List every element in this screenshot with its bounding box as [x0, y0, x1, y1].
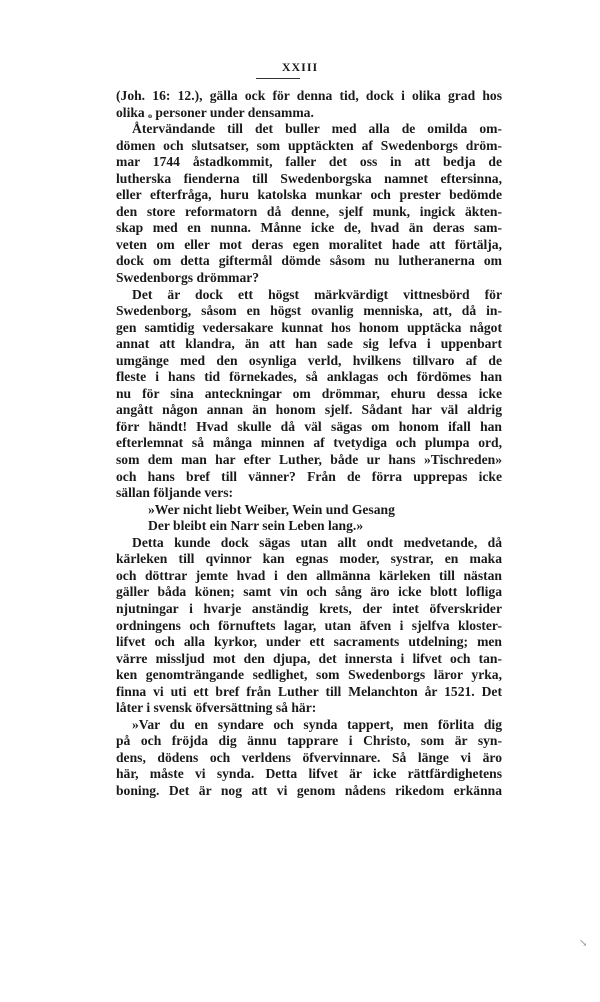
text-line: sällan följande vers:	[116, 485, 234, 501]
text-line: här, måste vi synda. Detta lifvet är icke rättfärdighetens	[116, 766, 502, 782]
text-line: Det är dock ett högst märkvärdigt vittnesbörd för	[132, 286, 502, 302]
page-number: XXIII	[281, 60, 319, 74]
text-line: Återvändande till det buller med alla de omilda om-	[132, 121, 502, 137]
verse-line: »Wer nicht liebt Weiber, Wein und Gesang	[148, 501, 395, 517]
text-line: dens, dödens och verldens öfvervinnare. Så länge vi äro	[116, 749, 502, 765]
text-line: lutherska fienderna till Swedenborgska namnet eftersinna,	[116, 170, 502, 186]
text-line: gäller båda könen; samt vin och sång äro icke blott lofliga	[116, 584, 502, 600]
text-line: dömen och slutsatser, som upptäckten af Swedenborgs dröm-	[116, 137, 502, 153]
verse-line: Der bleibt ein Narr sein Leben lang.»	[148, 518, 364, 534]
text-line: njutningar i hvarje anständig krets, der intet öfverskrider	[116, 600, 502, 616]
text-line: värre missljud mot den djupa, det innersta i lifvet och tan-	[116, 650, 502, 666]
body-text	[116, 88, 502, 800]
text-line: eller efterfråga, huru katolska munkar och prester bedömde	[116, 187, 502, 203]
scan-speck: ↘	[579, 938, 588, 949]
text-line: och döttrar jemte hvad i den allmänna kärleken till nästan	[116, 567, 502, 583]
text-line: kärleken till qvinnor kan egnas moder, systrar, en maka	[116, 551, 502, 567]
text-line: Swedenborgs drömmar?	[116, 270, 260, 286]
text-line: och hans bref till vänner? Från de förra upprepas icke	[116, 468, 502, 484]
text-line: ken genomträngande sedlighet, som Swedenborgs läror yrka,	[116, 667, 502, 683]
text-line: gen samtidig vedersakare kunnat hos honom upptäcka något	[116, 319, 502, 335]
text-line: annat att klandra, än att han sade sig lefva i uppenbart	[116, 336, 502, 352]
text-line: mar 1744 åstadkommit, faller det oss in att bedja de	[116, 154, 502, 170]
text-line: nu för sina anteckningar om drömmar, ehuru dessa icke	[116, 385, 502, 401]
text-line: finna vi uti ett bref från Luther till Melanchton år 1521. Det	[116, 683, 502, 699]
text-line: angått någon annan än honom sjelf. Sådant har väl aldrig	[116, 402, 502, 418]
text-line: efterlemnat så många minnen af tvetydiga och plumpa ord,	[116, 435, 502, 451]
header-rule	[256, 78, 300, 79]
text-line: veten om eller mot deras egen moralitet hade att förtälja,	[116, 236, 502, 252]
text-line: den store reformatorn då denne, sjelf munk, ingick äkten-	[116, 203, 502, 219]
text-line: dock om detta giftermål dömde såsom nu lutheranerna om	[116, 253, 502, 269]
text-line: förr händt! Hvad skulle då väl sägas om honom ifall han	[116, 418, 502, 434]
text-line: (Joh. 16: 12.), gälla ock för denna tid, dock i olika grad hos	[116, 88, 502, 103]
text-line: på och fröjda dig ännu tapprare i Christo, som är syn-	[116, 733, 502, 749]
text-line: skap med en nunna. Månne icke de, hvad än deras sam-	[116, 220, 502, 236]
text-line: umgänge med den osynliga verld, hvilkens tillvaro af de	[116, 352, 502, 368]
text-line: Swedenborg, såsom en högst ovanlig menniska, att, då in-	[116, 303, 502, 319]
text-line: Detta kunde dock sägas utan allt ondt medvetande, då	[132, 534, 502, 550]
text-line: fleste i hans tid förnekades, så anklagas och fördömes han	[116, 369, 502, 385]
text-line: ordningens och förnuftets lagar, utan äfven i sjelfva kloster-	[116, 617, 502, 633]
text-line: olika ₒ personer under densamma.	[116, 104, 314, 120]
text-line: som dem man har efter Luther, både ur hans »Tischreden»	[116, 452, 502, 468]
text-line: låter i svensk öfversättning så här:	[116, 700, 317, 716]
text-line: lifvet och alla kyrkor, under ett sacraments utdelning; men	[116, 634, 502, 650]
text-line: »Var du en syndare och synda tappert, men förlita dig	[132, 716, 502, 732]
text-line: boning. Det är nog att vi genom nådens rikedom erkänna	[116, 782, 502, 798]
